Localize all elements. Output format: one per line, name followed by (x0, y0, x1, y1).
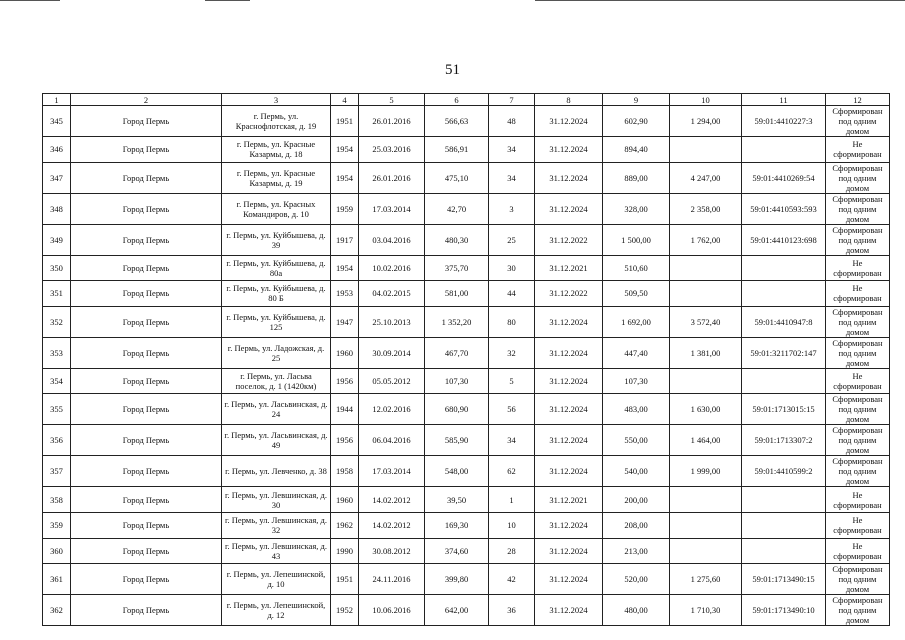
build-year-cell: 1953 (331, 281, 359, 307)
municipality-cell: Город Пермь (71, 456, 222, 487)
area-cell: 169,30 (425, 512, 489, 538)
cadastral-number-cell: 59:01:1713307:2 (742, 425, 826, 456)
recognition-date-cell: 25.10.2013 (359, 306, 425, 337)
row-number-cell: 351 (43, 281, 71, 307)
recognition-date-cell: 17.03.2014 (359, 456, 425, 487)
residents-count-cell: 62 (489, 456, 535, 487)
land-status-cell: Не сформирован (826, 538, 890, 564)
row-number-cell: 352 (43, 306, 71, 337)
residents-count-cell: 56 (489, 394, 535, 425)
municipality-cell: Город Пермь (71, 595, 222, 626)
municipality-cell: Город Пермь (71, 487, 222, 513)
build-year-cell: 1960 (331, 337, 359, 368)
residents-count-cell: 5 (489, 368, 535, 394)
value-cell: 447,40 (603, 337, 670, 368)
cadastral-number-cell (742, 137, 826, 163)
municipality-cell: Город Пермь (71, 368, 222, 394)
relocation-deadline-cell: 31.12.2024 (535, 456, 603, 487)
relocation-deadline-cell: 31.12.2024 (535, 595, 603, 626)
build-year-cell: 1951 (331, 106, 359, 137)
cadastral-number-cell: 59:01:4410947:8 (742, 306, 826, 337)
land-area-cell (670, 281, 742, 307)
residents-count-cell: 1 (489, 487, 535, 513)
cadastral-number-cell (742, 368, 826, 394)
cadastral-number-cell: 59:01:1713015:15 (742, 394, 826, 425)
municipality-cell: Город Пермь (71, 193, 222, 224)
build-year-cell: 1954 (331, 137, 359, 163)
relocation-deadline-cell: 31.12.2024 (535, 394, 603, 425)
relocation-deadline-cell: 31.12.2024 (535, 306, 603, 337)
address-cell: г. Пермь, ул. Левшинская, д. 43 (222, 538, 331, 564)
address-cell: г. Пермь, ул. Ласьвинская, д. 49 (222, 425, 331, 456)
table-row (43, 162, 890, 193)
build-year-cell: 1944 (331, 394, 359, 425)
value-cell: 200,00 (603, 487, 670, 513)
land-status-cell: Сформирован под одним домом (826, 162, 890, 193)
recognition-date-cell: 10.06.2016 (359, 595, 425, 626)
value-cell: 480,00 (603, 595, 670, 626)
address-cell: г. Пермь, ул. Левченко, д. 38 (222, 456, 331, 487)
address-cell: г. Пермь, ул. Ладожская, д. 25 (222, 337, 331, 368)
relocation-deadline-cell: 31.12.2021 (535, 487, 603, 513)
municipality-cell: Город Пермь (71, 394, 222, 425)
area-cell: 375,70 (425, 255, 489, 281)
recognition-date-cell: 24.11.2016 (359, 564, 425, 595)
value-cell: 550,00 (603, 425, 670, 456)
land-area-cell: 1 999,00 (670, 456, 742, 487)
area-cell: 475,10 (425, 162, 489, 193)
residents-count-cell: 48 (489, 106, 535, 137)
table-row (43, 456, 890, 487)
land-area-cell: 2 358,00 (670, 193, 742, 224)
row-number-cell: 362 (43, 595, 71, 626)
table-row (43, 425, 890, 456)
value-cell: 510,60 (603, 255, 670, 281)
column-header: 1 (43, 94, 71, 106)
relocation-deadline-cell: 31.12.2024 (535, 564, 603, 595)
land-area-cell (670, 137, 742, 163)
recognition-date-cell: 26.01.2016 (359, 162, 425, 193)
address-cell: г. Пермь, ул. Куйбышева, д. 80а (222, 255, 331, 281)
area-cell: 548,00 (425, 456, 489, 487)
value-cell: 1 500,00 (603, 224, 670, 255)
area-cell: 107,30 (425, 368, 489, 394)
column-header: 3 (222, 94, 331, 106)
land-area-cell: 1 294,00 (670, 106, 742, 137)
address-cell: г. Пермь, ул. Лепешинской, д. 12 (222, 595, 331, 626)
table-row (43, 487, 890, 513)
column-header: 7 (489, 94, 535, 106)
row-number-cell: 360 (43, 538, 71, 564)
value-cell: 483,00 (603, 394, 670, 425)
recognition-date-cell: 25.03.2016 (359, 137, 425, 163)
address-cell: г. Пермь, ул. Ласьва поселок, д. 1 (1420км) (222, 368, 331, 394)
residents-count-cell: 25 (489, 224, 535, 255)
value-cell: 602,90 (603, 106, 670, 137)
land-area-cell: 1 710,30 (670, 595, 742, 626)
cadastral-number-cell: 59:01:4410593:593 (742, 193, 826, 224)
land-status-cell: Не сформирован (826, 255, 890, 281)
value-cell: 107,30 (603, 368, 670, 394)
relocation-deadline-cell: 31.12.2024 (535, 337, 603, 368)
address-cell: г. Пермь, ул. Краснофлотская, д. 19 (222, 106, 331, 137)
row-number-cell: 357 (43, 456, 71, 487)
land-status-cell: Не сформирован (826, 137, 890, 163)
residents-count-cell: 34 (489, 425, 535, 456)
page-number: 51 (445, 62, 460, 78)
build-year-cell: 1954 (331, 255, 359, 281)
municipality-cell: Город Пермь (71, 162, 222, 193)
recognition-date-cell: 30.08.2012 (359, 538, 425, 564)
cadastral-number-cell (742, 512, 826, 538)
table-row (43, 512, 890, 538)
row-number-cell: 355 (43, 394, 71, 425)
municipality-cell: Город Пермь (71, 281, 222, 307)
table-row (43, 595, 890, 626)
address-cell: г. Пермь, ул. Красные Казармы, д. 19 (222, 162, 331, 193)
column-header: 10 (670, 94, 742, 106)
relocation-deadline-cell: 31.12.2024 (535, 106, 603, 137)
land-area-cell (670, 512, 742, 538)
municipality-cell: Город Пермь (71, 106, 222, 137)
residents-count-cell: 80 (489, 306, 535, 337)
table-row (43, 137, 890, 163)
land-status-cell: Сформирован под одним домом (826, 106, 890, 137)
build-year-cell: 1960 (331, 487, 359, 513)
row-number-cell: 348 (43, 193, 71, 224)
value-cell: 520,00 (603, 564, 670, 595)
relocation-deadline-cell: 31.12.2024 (535, 512, 603, 538)
row-number-cell: 361 (43, 564, 71, 595)
municipality-cell: Город Пермь (71, 425, 222, 456)
address-cell: г. Пермь, ул. Куйбышева, д. 125 (222, 306, 331, 337)
residents-count-cell: 3 (489, 193, 535, 224)
residents-count-cell: 36 (489, 595, 535, 626)
residents-count-cell: 32 (489, 337, 535, 368)
cadastral-number-cell: 59:01:1713490:10 (742, 595, 826, 626)
cadastral-number-cell (742, 538, 826, 564)
cadastral-number-cell: 59:01:4410227:3 (742, 106, 826, 137)
area-cell: 42,70 (425, 193, 489, 224)
municipality-cell: Город Пермь (71, 224, 222, 255)
build-year-cell: 1951 (331, 564, 359, 595)
land-status-cell: Не сформирован (826, 281, 890, 307)
residents-count-cell: 44 (489, 281, 535, 307)
land-area-cell: 1 630,00 (670, 394, 742, 425)
land-status-cell: Сформирован под одним домом (826, 224, 890, 255)
row-number-cell: 358 (43, 487, 71, 513)
scan-artifact-line (535, 0, 905, 1)
build-year-cell: 1962 (331, 512, 359, 538)
land-area-cell: 3 572,40 (670, 306, 742, 337)
row-number-cell: 346 (43, 137, 71, 163)
relocation-deadline-cell: 31.12.2024 (535, 162, 603, 193)
land-status-cell: Сформирован под одним домом (826, 425, 890, 456)
recognition-date-cell: 03.04.2016 (359, 224, 425, 255)
table-row (43, 538, 890, 564)
build-year-cell: 1954 (331, 162, 359, 193)
land-area-cell (670, 255, 742, 281)
cadastral-number-cell: 59:01:4410269:54 (742, 162, 826, 193)
residents-count-cell: 30 (489, 255, 535, 281)
land-area-cell (670, 538, 742, 564)
address-cell: г. Пермь, ул. Левшинская, д. 30 (222, 487, 331, 513)
relocation-deadline-cell: 31.12.2022 (535, 224, 603, 255)
table-row (43, 564, 890, 595)
row-number-cell: 359 (43, 512, 71, 538)
table-row (43, 255, 890, 281)
area-cell: 642,00 (425, 595, 489, 626)
cadastral-number-cell: 59:01:1713490:15 (742, 564, 826, 595)
municipality-cell: Город Пермь (71, 337, 222, 368)
recognition-date-cell: 14.02.2012 (359, 487, 425, 513)
area-cell: 585,90 (425, 425, 489, 456)
column-header: 11 (742, 94, 826, 106)
column-header: 8 (535, 94, 603, 106)
row-number-cell: 349 (43, 224, 71, 255)
residents-count-cell: 28 (489, 538, 535, 564)
value-cell: 540,00 (603, 456, 670, 487)
relocation-deadline-cell: 31.12.2024 (535, 368, 603, 394)
land-area-cell: 1 762,00 (670, 224, 742, 255)
value-cell: 208,00 (603, 512, 670, 538)
column-header: 4 (331, 94, 359, 106)
land-status-cell: Сформирован под одним домом (826, 394, 890, 425)
land-status-cell: Сформирован под одним домом (826, 595, 890, 626)
recognition-date-cell: 05.05.2012 (359, 368, 425, 394)
municipality-cell: Город Пермь (71, 538, 222, 564)
build-year-cell: 1917 (331, 224, 359, 255)
land-status-cell: Сформирован под одним домом (826, 337, 890, 368)
table-row (43, 106, 890, 137)
build-year-cell: 1956 (331, 368, 359, 394)
recognition-date-cell: 06.04.2016 (359, 425, 425, 456)
row-number-cell: 345 (43, 106, 71, 137)
value-cell: 509,50 (603, 281, 670, 307)
build-year-cell: 1990 (331, 538, 359, 564)
column-number-row (43, 94, 890, 106)
address-cell: г. Пермь, ул. Левшинская, д. 32 (222, 512, 331, 538)
recognition-date-cell: 12.02.2016 (359, 394, 425, 425)
table-row (43, 368, 890, 394)
housing-registry-table (42, 93, 890, 626)
build-year-cell: 1959 (331, 193, 359, 224)
land-area-cell: 1 464,00 (670, 425, 742, 456)
land-area-cell: 4 247,00 (670, 162, 742, 193)
area-cell: 566,63 (425, 106, 489, 137)
area-cell: 680,90 (425, 394, 489, 425)
area-cell: 39,50 (425, 487, 489, 513)
column-header: 2 (71, 94, 222, 106)
cadastral-number-cell (742, 487, 826, 513)
residents-count-cell: 34 (489, 137, 535, 163)
relocation-deadline-cell: 31.12.2024 (535, 538, 603, 564)
cadastral-number-cell: 59:01:3211702:147 (742, 337, 826, 368)
row-number-cell: 356 (43, 425, 71, 456)
recognition-date-cell: 26.01.2016 (359, 106, 425, 137)
municipality-cell: Город Пермь (71, 255, 222, 281)
address-cell: г. Пермь, ул. Красных Командиров, д. 10 (222, 193, 331, 224)
municipality-cell: Город Пермь (71, 137, 222, 163)
residents-count-cell: 42 (489, 564, 535, 595)
table-row (43, 224, 890, 255)
relocation-deadline-cell: 31.12.2024 (535, 137, 603, 163)
value-cell: 894,40 (603, 137, 670, 163)
land-status-cell: Сформирован под одним домом (826, 456, 890, 487)
value-cell: 1 692,00 (603, 306, 670, 337)
land-status-cell: Сформирован под одним домом (826, 564, 890, 595)
recognition-date-cell: 10.02.2016 (359, 255, 425, 281)
area-cell: 374,60 (425, 538, 489, 564)
scan-artifact-line (205, 0, 250, 1)
build-year-cell: 1956 (331, 425, 359, 456)
relocation-deadline-cell: 31.12.2022 (535, 281, 603, 307)
land-status-cell: Сформирован под одним домом (826, 306, 890, 337)
row-number-cell: 347 (43, 162, 71, 193)
relocation-deadline-cell: 31.12.2021 (535, 255, 603, 281)
municipality-cell: Город Пермь (71, 564, 222, 595)
area-cell: 480,30 (425, 224, 489, 255)
land-area-cell: 1 275,60 (670, 564, 742, 595)
residents-count-cell: 10 (489, 512, 535, 538)
area-cell: 399,80 (425, 564, 489, 595)
municipality-cell: Город Пермь (71, 306, 222, 337)
build-year-cell: 1952 (331, 595, 359, 626)
municipality-cell: Город Пермь (71, 512, 222, 538)
cadastral-number-cell: 59:01:4410123:698 (742, 224, 826, 255)
land-status-cell: Не сформирован (826, 512, 890, 538)
address-cell: г. Пермь, ул. Куйбышева, д. 80 Б (222, 281, 331, 307)
value-cell: 213,00 (603, 538, 670, 564)
table-body (43, 106, 890, 626)
table-row (43, 281, 890, 307)
relocation-deadline-cell: 31.12.2024 (535, 425, 603, 456)
table-row (43, 193, 890, 224)
value-cell: 889,00 (603, 162, 670, 193)
recognition-date-cell: 04.02.2015 (359, 281, 425, 307)
land-status-cell: Не сформирован (826, 368, 890, 394)
build-year-cell: 1947 (331, 306, 359, 337)
residents-count-cell: 34 (489, 162, 535, 193)
address-cell: г. Пермь, ул. Красные Казармы, д. 18 (222, 137, 331, 163)
area-cell: 586,91 (425, 137, 489, 163)
land-status-cell: Сформирован под одним домом (826, 193, 890, 224)
row-number-cell: 354 (43, 368, 71, 394)
column-header: 5 (359, 94, 425, 106)
land-area-cell: 1 381,00 (670, 337, 742, 368)
address-cell: г. Пермь, ул. Ласьвинская, д. 24 (222, 394, 331, 425)
address-cell: г. Пермь, ул. Лепешинской, д. 10 (222, 564, 331, 595)
table-row (43, 337, 890, 368)
area-cell: 581,00 (425, 281, 489, 307)
value-cell: 328,00 (603, 193, 670, 224)
cadastral-number-cell (742, 281, 826, 307)
table-row (43, 394, 890, 425)
area-cell: 467,70 (425, 337, 489, 368)
cadastral-number-cell (742, 255, 826, 281)
address-cell: г. Пермь, ул. Куйбышева, д. 39 (222, 224, 331, 255)
scan-artifact-line (0, 0, 60, 1)
recognition-date-cell: 30.09.2014 (359, 337, 425, 368)
table-row (43, 306, 890, 337)
land-area-cell (670, 487, 742, 513)
row-number-cell: 353 (43, 337, 71, 368)
row-number-cell: 350 (43, 255, 71, 281)
cadastral-number-cell: 59:01:4410599:2 (742, 456, 826, 487)
land-status-cell: Не сформирован (826, 487, 890, 513)
recognition-date-cell: 17.03.2014 (359, 193, 425, 224)
build-year-cell: 1958 (331, 456, 359, 487)
relocation-deadline-cell: 31.12.2024 (535, 193, 603, 224)
column-header: 6 (425, 94, 489, 106)
area-cell: 1 352,20 (425, 306, 489, 337)
column-header: 12 (826, 94, 890, 106)
column-header: 9 (603, 94, 670, 106)
recognition-date-cell: 14.02.2012 (359, 512, 425, 538)
land-area-cell (670, 368, 742, 394)
